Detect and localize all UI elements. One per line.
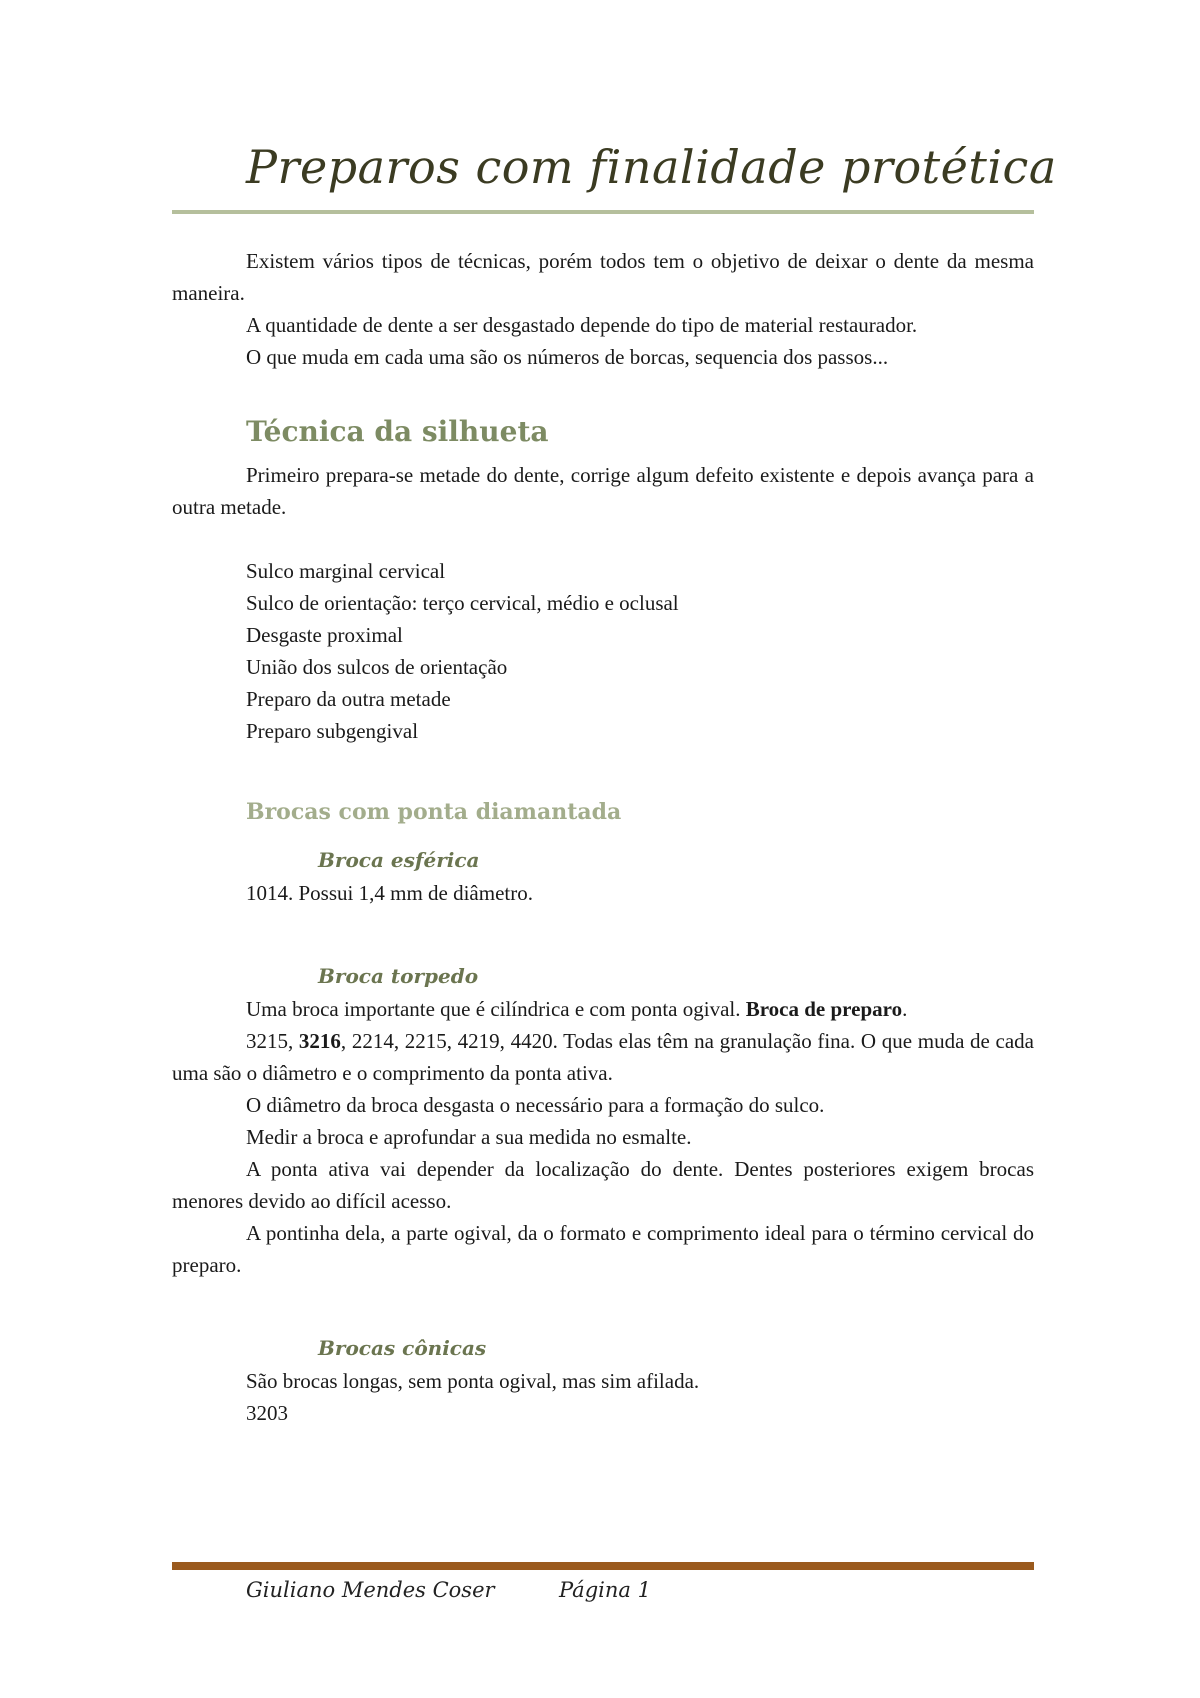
conicas-text: São brocas longas, sem ponta ogival, mas sim afilada. [246, 1369, 700, 1393]
page-title: Preparos com finalidade protética [246, 140, 1057, 194]
subheading-broca-esferica: Broca esférica [318, 848, 480, 872]
intro-paragraph-1: Existem vários tipos de técnicas, porém todos tem o objetivo de deixar o dente da mesma maneira. [172, 249, 1034, 305]
section-heading-silhueta: Técnica da silhueta [246, 415, 549, 448]
footer-page-number: Página 1 [559, 1578, 651, 1602]
torpedo-paragraph-6: A pontinha dela, a parte ogival, da o formato e comprimento ideal para o término cervical do preparo. [172, 1221, 1034, 1277]
spacer [172, 523, 1034, 555]
silhueta-step: União dos sulcos de orientação [246, 655, 508, 679]
silhueta-step: Sulco de orientação: terço cervical, médio e oclusal [246, 591, 679, 615]
footer-divider [172, 1562, 1034, 1570]
torpedo-line-2-text: 3215, [246, 1029, 299, 1053]
torpedo-line-1 [172, 993, 1034, 1025]
torpedo-paragraph-3: O diâmetro da broca desgasta o necessário para a formação do sulco. [246, 1093, 825, 1117]
silhueta-paragraph: Primeiro prepara-se metade do dente, corrige algum defeito existente e depois avança para a outra metade. [172, 463, 1034, 519]
intro-paragraph-2: A quantidade de dente a ser desgastado depende do tipo de material restaurador. [246, 313, 918, 337]
subheading-broca-torpedo: Broca torpedo [318, 964, 479, 988]
subheading-brocas-conicas: Brocas cônicas [318, 1336, 487, 1360]
torpedo-line-1-text: Uma broca importante que é cilíndrica e com ponta ogival. [246, 997, 746, 1021]
torpedo-line-2 [172, 1025, 1034, 1089]
torpedo-line-2-rest: , 2214, 2215, 4219, 4420. Todas elas têm na granulação fina. O que muda de cada uma são o diâmetro e o comprimento da ponta ativa. [172, 1029, 1035, 1085]
title-divider [172, 210, 1034, 214]
torpedo-line-1-end: . [902, 997, 908, 1021]
silhueta-step: Preparo subgengival [246, 719, 419, 743]
silhueta-step: Sulco marginal cervical [246, 559, 446, 583]
esferica-text: 1014. Possui 1,4 mm de diâmetro. [246, 881, 533, 905]
torpedo-bold-number: 3216 [298, 1029, 341, 1053]
torpedo-emphasis: Broca de preparo [745, 997, 903, 1021]
document-body [172, 245, 1034, 1429]
torpedo-paragraph-4: Medir a broca e aprofundar a sua medida no esmalte. [246, 1125, 692, 1149]
footer-author: Giuliano Mendes Coser [246, 1578, 495, 1602]
intro-paragraph-3: O que muda em cada uma são os números de borcas, sequencia dos passos... [246, 345, 889, 369]
conicas-number: 3203 [246, 1401, 288, 1425]
torpedo-paragraph-5: A ponta ativa vai depender da localização do dente. Dentes posteriores exigem brocas menores devido ao difícil acesso. [172, 1157, 1034, 1213]
silhueta-step: Desgaste proximal [246, 623, 403, 647]
silhueta-step: Preparo da outra metade [246, 687, 451, 711]
section-heading-brocas: Brocas com ponta diamantada [246, 799, 622, 825]
